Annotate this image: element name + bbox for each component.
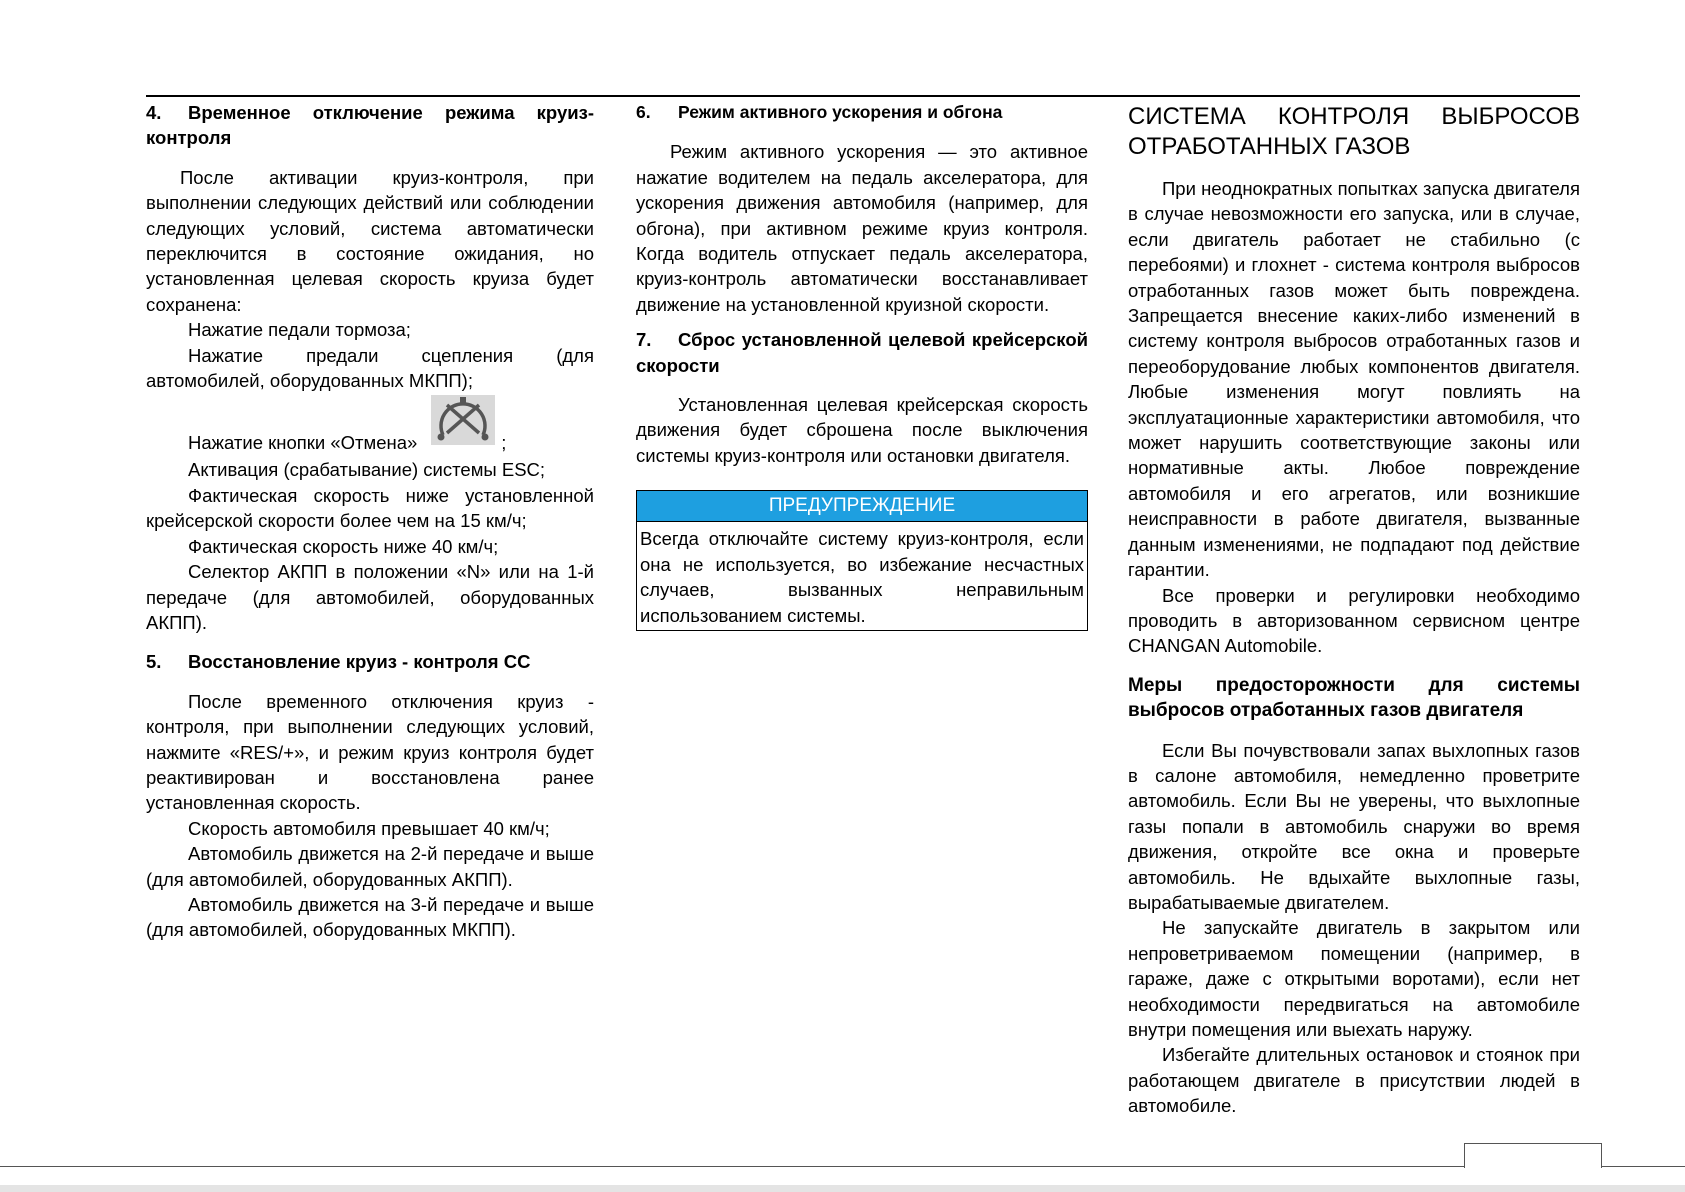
section-6-heading [636, 100, 1088, 125]
footer-strip [0, 1185, 1685, 1192]
emission-paragraph-5: Избегайте длительных остановок и стоянок при работающем двигателе в присутствии людей в автомобиле. [1128, 1044, 1580, 1117]
section-4-heading [146, 100, 594, 151]
section-4-title: Временное отключение режима круиз-контроля [146, 102, 594, 149]
section-4-item-6: Фактическая скорость ниже 40 км/ч; [188, 535, 499, 557]
section-7-text: Установленная целевая крейсерская скорость движения будет сброшена после выключения системы круиз-контроля или остановки двигателя. [636, 394, 1088, 466]
section-5-item-3: Автомобиль движется на 3-й передаче и выше (для автомобилей, оборудованных МКПП). [146, 893, 594, 941]
section-4-item-5: Фактическая скорость ниже установленной крейсерской скорости более чем на 15 км/ч; [146, 484, 594, 532]
emission-paragraph-1: При неоднократных попытках запуска двигателя в случае невозможности его запуска, или в случае, если двигатель работает не стабильно (с перебоями) и глохнет - система контроля выбросов отработанных газов может быть повреждена. Запрещается внесение каких-либо изменений в систему контроля выбросов отработанных газов и переоборудование любых компонентов двигателя. Любые изменения могут повлиять на эксплуатационные характеристики автомобиля, что может нарушить соответствующие законы или нормативные акты. Любое повреждение автомобиля и его агрегатов, или возникшие неисправности в работе двигателя, вызванные данным изменениями, не подпадают под действие гарантии. [1128, 178, 1580, 581]
section-7-heading [636, 327, 1088, 378]
emission-paragraph-3: Если Вы почувствовали запах выхлопных газов в салоне автомобиля, немедленно проветрите автомобиль. Если Вы не уверены, что выхлопные газы попали в автомобиль снаружи во время движения, откройте все окна и проверьте автомобиль. Не вдыхайте выхлопные газы, вырабатываемые двигателем. [1128, 739, 1580, 913]
column-right [1128, 100, 1580, 1119]
section-5-intro: После временного отключения круиз - контроля, при выполнении следующих условий, нажмите «RES/+», и режим круиз контроля будет реактивирован и восстановлена ранее установленная скорость. [146, 690, 594, 814]
section-7-number: 7. [636, 329, 652, 351]
section-4-item-4: Активация (срабатывание) системы ESC; [188, 459, 546, 481]
page-number-tab [1464, 1143, 1602, 1168]
section-4-intro: После активации круиз-контроля, при выполнении следующих действий или соблюдении следующих условий, система автоматически переключится в состояние ожидания, но установленная целевая скорость круиза будет сохранена: [146, 166, 594, 315]
emission-paragraph-4: Не запускайте двигатель в закрытом или непроветриваемом помещении (например, в гараже, даже с открытыми воротами), если нет необходимости передвигаться на автомобиле внутри помещения или выехать наружу. [1128, 917, 1580, 1040]
section-6-text: Режим активного ускорения — это активное нажатие водителем на педаль акселератора, для ускорения движения автомобиля (например, для обгона), при активном режиме круиз контроля. Когда водитель отпускает педаль акселератора, круиз-контроль автоматически восстанавливает движение на установленной круизной скорости. [636, 141, 1088, 315]
warning-title: ПРЕДУПРЕЖДЕНИЕ [637, 491, 1087, 522]
cruise-cancel-icon [431, 395, 495, 445]
section-5-heading [146, 649, 594, 674]
emission-paragraph-2: Все проверки и регулировки необходимо проводить в авторизованном сервисном центре CHANGAN Automobile. [1128, 584, 1580, 657]
warning-text: Всегда отключайте систему круиз-контроля, если она не используется, во избежание несчастных случаев, вызванных неправильным использованием системы. [640, 528, 1084, 626]
section-7-title: Сброс установленной целевой крейсерской скорости [636, 329, 1088, 376]
column-left [146, 100, 594, 943]
column-middle [636, 100, 1088, 631]
section-5-number: 5. [146, 651, 162, 673]
section-5-item-2: Автомобиль движется на 2-й передаче и выше (для автомобилей, оборудованных АКПП). [146, 843, 594, 890]
bottom-rule [0, 1166, 1685, 1167]
emission-subtitle: Меры предосторожности для системы выбросов отработанных газов двигателя [1128, 674, 1580, 722]
emission-system-title: СИСТЕМА КОНТРОЛЯ ВЫБРОСОВ ОТРАБОТАННЫХ ГАЗОВ [1128, 103, 1580, 160]
section-4-item-3 [146, 407, 594, 457]
section-6-number: 6. [636, 102, 651, 122]
section-4-item-3-text: Нажатие кнопки «Отмена» [188, 432, 418, 454]
section-4-number: 4. [146, 102, 162, 123]
section-4-item-3-end: ; [501, 432, 507, 454]
section-4-item-1: Нажатие педали тормоза; [188, 319, 411, 341]
top-rule [146, 95, 1580, 97]
section-4-item-7: Селектор АКПП в положении «N» или на 1-й передаче (для автомобилей, оборудованных АКПП). [146, 561, 594, 633]
section-4-item-2: Нажатие предали сцепления (для автомобилей, оборудованных МКПП); [146, 344, 594, 392]
section-6-title: Режим активного ускорения и обгона [678, 102, 1003, 122]
warning-box [636, 490, 1088, 631]
section-5-title: Восстановление круиз - контроля СС [188, 651, 531, 673]
section-5-item-1: Скорость автомобиля превышает 40 км/ч; [188, 817, 550, 839]
